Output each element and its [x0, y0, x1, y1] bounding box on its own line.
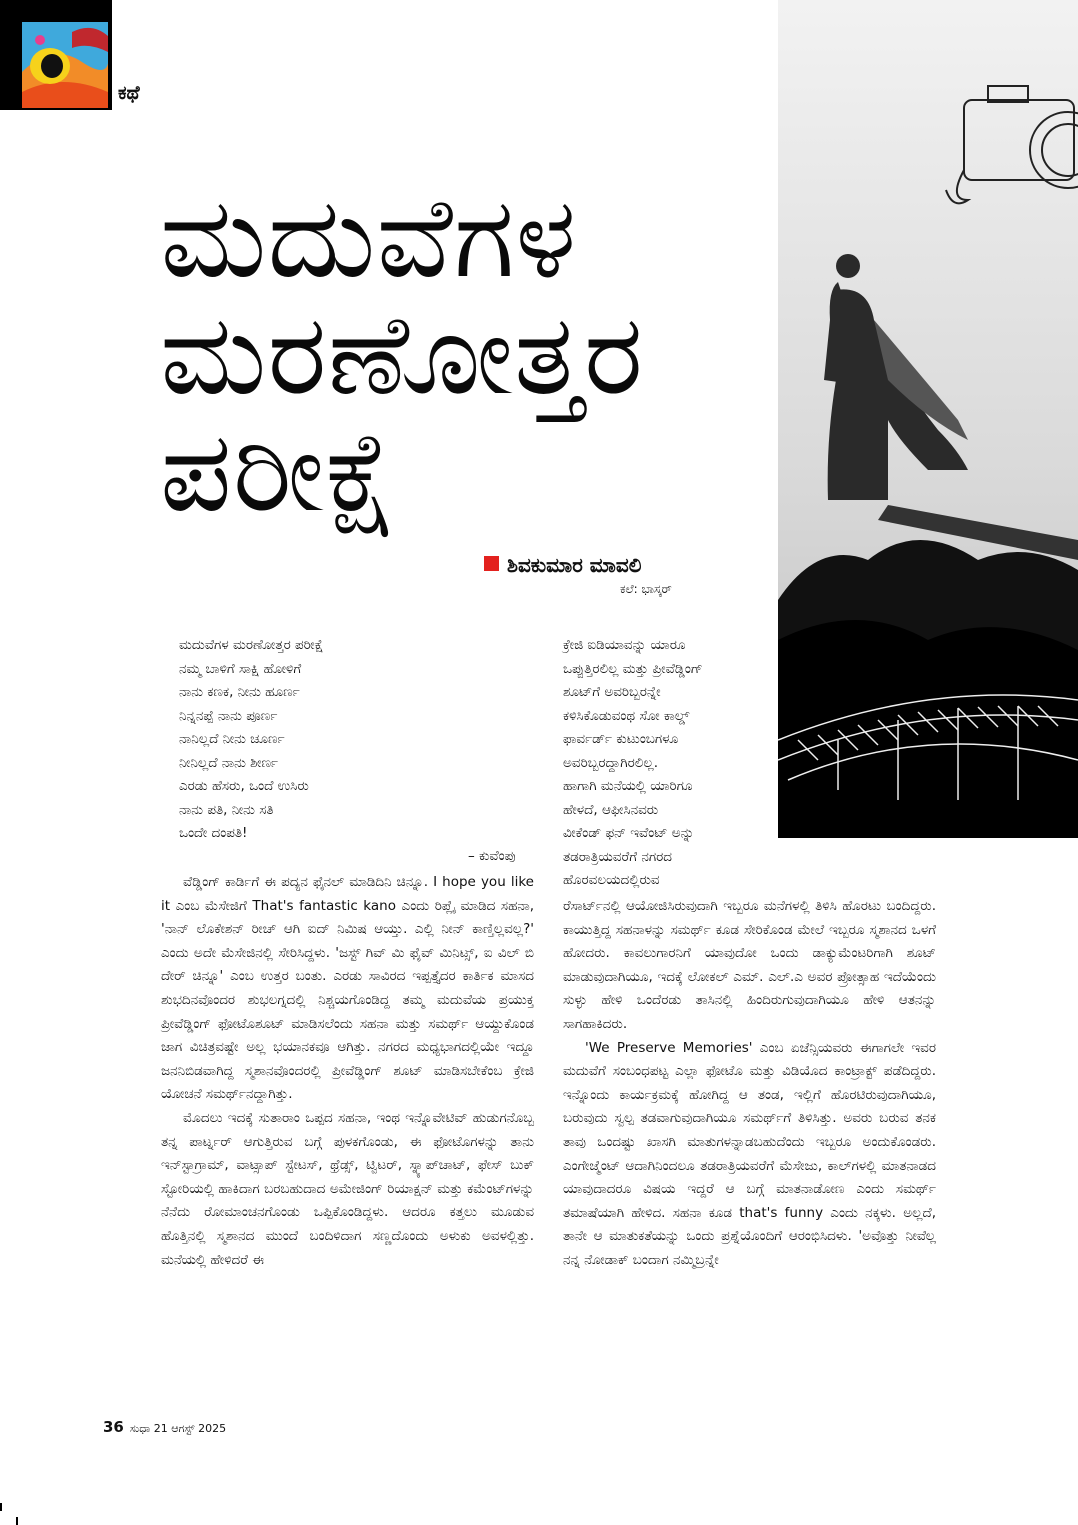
- poem-line: ನಾನು ಪತಿ, ನೀನು ಸತಿ: [179, 801, 274, 818]
- story-illustration: [778, 0, 1078, 838]
- section-logo: [0, 0, 112, 110]
- page-footer: [103, 1418, 226, 1436]
- column-1-body: [161, 871, 534, 1272]
- paragraph: ವೆಡ್ಡಿಂಗ್ ಕಾರ್ಡಿಗೆ ಈ ಪದ್ಯನ ಫೈನಲ್ ಮಾಡಿದಿನಿ ಚಿನ್ನೂ. I hope you like it ಎಂಬ ಮೆಸೇಜಿಗೆ That's fantastic kano ಎಂದು ರಿಪ್ಲೈ ಮಾಡಿದ ಸಹನಾ, 'ನಾನ್ ಲೊಕೇಶನ್ ರೀಚ್ ಆಗಿ ಐದ್ ನಿಮಿಷ ಆಯ್ತು. ಎಲ್ಲಿ ನೀನ್ ಕಾಣ್ತಿಲ್ಲವಲ್ಲ?' ಎಂದು ಅದೇ ಮೆಸೇಜಿನಲ್ಲಿ ಸೇರಿಸಿದ್ದಳು. 'ಜಸ್ಟ್ ಗಿವ್ ಮಿ ಫೈವ್ ಮಿನಿಟ್ಸ್, ಐ ವಿಲ್ ಬಿ ದೇರ್ ಚಿನ್ನೂ' ಎಂಬ ಉತ್ತರ ಬಂತು. ಎರಡು ಸಾವಿರದ ಇಪ್ಪತ್ತೈದರ ಕಾರ್ತಿಕ ಮಾಸದ ಶುಭದಿನವೊಂದರ ಶುಭಲಗ್ನದಲ್ಲಿ ನಿಶ್ಚಯಗೊಂಡಿದ್ದ ತಮ್ಮ ಮದುವೆಯ ಪ್ರಯುಕ್ತ ಪ್ರೀವೆಡ್ಡಿಂಗ್ ಫೋಟೊಶೂಟ್ ಮಾಡಿಸಲೆಂದು ಸಹನಾ ಮತ್ತು ಸಮರ್ಥ್ ಆಯ್ದುಕೊಂಡ ಜಾಗ ವಿಚಿತ್ರವಷ್ಟೇ ಅಲ್ಲ ಭಯಾನಕವೂ ಆಗಿತ್ತು. ನಗರದ ಮಧ್ಯಭಾಗದಲ್ಲಿಯೇ ಇದ್ದೂ ಜನನಿಬಿಡವಾಗಿದ್ದ ಸ್ಮಶಾನವೊಂದರಲ್ಲಿ ಪ್ರೀವೆಡ್ಡಿಂಗ್ ಶೂಟ್ ಮಾಡಿಸಬೇಕೆಂಬ ಕ್ರೇಜಿ ಯೋಚನೆ ಸಮರ್ಥ್‌ನದ್ದಾಗಿತ್ತು.: [161, 874, 534, 1103]
- paragraph: ರೆಸಾರ್ಟ್‌ನಲ್ಲಿ ಆಯೋಜಿಸಿರುವುದಾಗಿ ಇಬ್ಬರೂ ಮನೆಗಳಲ್ಲಿ ತಿಳಿಸಿ ಹೊರಟು ಬಂದಿದ್ದರು. ಕಾಯುತ್ತಿದ್ದ ಸಹನಾಳನ್ನು ಸಮರ್ಥ್ ಕೂಡ ಸೇರಿಕೊಂಡ ಮೇಲೆ ಇಬ್ಬರೂ ಸ್ಮಶಾನದ ಒಳಗೆ ಹೋದರು. ಕಾವಲುಗಾರನಿಗೆ ಯಾವುದೋ ಒಂದು ಡಾಕ್ಯುಮೆಂಟರಿಗಾಗಿ ಶೂಟ್ ಮಾಡುವುದಾಗಿಯೂ, ಇದಕ್ಕೆ ಲೋಕಲ್ ಎಮ್. ಎಲ್.ಎ ಅವರ ಪ್ರೋತ್ಸಾಹ ಇದೆಯೆಂದು ಸುಳ್ಳು ಹೇಳಿ ಒಂದೆರಡು ತಾಸಿನಲ್ಲಿ ಹಿಂದಿರುಗುವುದಾಗಿಯೂ ಹೇಳಿ ಆತನನ್ನು ಸಾಗಹಾಕಿದರು.: [563, 898, 936, 1032]
- paragraph: ಮೊದಲು ಇದಕ್ಕೆ ಸುತಾರಾಂ ಒಪ್ಪದ ಸಹನಾ, ಇಂಥ ಇನ್ನೊವೇಟಿವ್ ಹುಡುಗನೊಬ್ಬ ತನ್ನ ಪಾರ್ಟ್ನರ್ ಆಗುತ್ತಿರುವ ಬಗ್ಗೆ ಪುಳಕಗೊಂಡು, ಈ ಫೋಟೊಗಳನ್ನು ತಾನು ಇನ್‌ಸ್ಟಾಗ್ರಾಮ್, ವಾಟ್ಸಾಪ್ ಸ್ಟೇಟಸ್, ಥ್ರೆಡ್ಸ್, ಟ್ವಿಟರ್, ಸ್ನ್ಯಾಪ್‌ಚಾಟ್, ಫೇಸ್ ಬುಕ್ ಸ್ಟೋರಿಯಲ್ಲಿ ಹಾಕಿದಾಗ ಬರಬಹುದಾದ ಅಮೇಜಿಂಗ್ ರಿಯಾಕ್ಷನ್ ಮತ್ತು ಕಮೆಂಟ್‌ಗಳನ್ನು ನೆನೆದು ರೋಮಾಂಚನಗೊಂಡು ಒಪ್ಪಿಕೊಂಡಿದ್ದಳು. ಆದರೂ ಕತ್ತಲು ಮೂಡುವ ಹೊತ್ತಿನಲ್ಲಿ ಸ್ಮಶಾನದ ಮುಂದೆ ಬಂದಿಳಿದಾಗ ಸಣ್ಣದೊಂದು ಅಳುಕು ಅವಳಲ್ಲಿತ್ತು. ಮನೆಯಲ್ಲಿ ಹೇಳಿದರೆ ಈ: [161, 1109, 534, 1268]
- text-line: ತಡರಾತ್ರಿಯವರೆಗೆ ನಗರದ: [563, 848, 672, 865]
- author-name: ಶಿವಕುಮಾರ ಮಾವಲಿ: [507, 553, 642, 577]
- title-line: ಮರಣೋತ್ತರ: [160, 290, 645, 420]
- text-line: ಹೊರವಲಯದಲ್ಲಿರುವ: [563, 872, 660, 888]
- magazine-date: ಸುಧಾ 21 ಆಗಸ್ಟ್ 2025: [129, 1422, 227, 1435]
- article-title: [160, 173, 645, 537]
- paragraph: 'We Preserve Memories' ಎಂಬ ಏಜೆನ್ಸಿಯವರು ಈಗಾಗಲೇ ಇವರ ಮದುವೆಗೆ ಸಂಬಂಧಪಟ್ಟ ಎಲ್ಲಾ ಫೋಟೊ ಮತ್ತು ವಿಡಿಯೊದ ಕಾಂಟ್ರಾಕ್ಟ್ ಪಡೆದಿದ್ದರು. ಇನ್ನೊಂದು ಕಾರ್ಯಕ್ರಮಕ್ಕೆ ಹೋಗಿದ್ದ ಆ ತಂಡ, ಇಲ್ಲಿಗೆ ಹೊರಟಿರುವುದಾಗಿಯೂ, ಬರುವುದು ಸ್ವಲ್ಪ ತಡವಾಗುವುದಾಗಿಯೂ ಸಮರ್ಥ್‌ಗೆ ತಿಳಿಸಿತ್ತು. ಅವರು ಬರುವ ತನಕ ತಾವು ಒಂದಷ್ಟು ಖಾಸಗಿ ಮಾತುಗಳನ್ನಾಡಬಹುದೆಂದು ಇಬ್ಬರೂ ಅಂದುಕೊಂಡರು. ಎಂಗೇಜ್ಮೆಂಟ್ ಆದಾಗಿನಿಂದಲೂ ತಡರಾತ್ರಿಯವರೆಗೆ ಮೆಸೇಜು, ಕಾಲ್‌ಗಳಲ್ಲಿ ಮಾತನಾಡದ ಯಾವುದಾದರೂ ವಿಷಯ ಇದ್ದರೆ ಆ ಬಗ್ಗೆ ಮಾತನಾಡೋಣ ಎಂದು ಸಮರ್ಥ್ ತಮಾಷೆಯಾಗಿ ಹೇಳಿದ. ಸಹನಾ ಕೂಡ that's funny ಎಂದು ನಕ್ಕಳು. ಅಲ್ಲದೆ, ತಾನೇ ಆ ಮಾತುಕತೆಯನ್ನು ಒಂದು ಪ್ರಶ್ನೆಯೊಂದಿಗೆ ಆರಂಭಿಸಿದಳು. 'ಅವೊತ್ತು ನೀವೆಲ್ಲ ನನ್ನ ನೋಡಾಕ್ ಬಂದಾಗ ನಮ್ಮಿಬ್ರನ್ನೇ: [563, 1039, 936, 1268]
- poem-line: ನಾನಿಲ್ಲದೆ ನೀನು ಚೂರ್ಣ: [179, 731, 285, 747]
- poem-line: ನಾನು ಕಣಕ, ನೀನು ಹೂರ್ಣ: [179, 684, 300, 700]
- poem-author: – ಕುವೆಂಪು: [468, 848, 516, 864]
- illustration-credit: ಕಲೆ: ಭಾಸ್ಕರ್: [620, 582, 672, 596]
- text-line: ವೀಕೆಂಡ್ ಫನ್ ಇವೆಂಟ್ ಅನ್ನು: [563, 825, 695, 841]
- column-2-top: [563, 634, 703, 893]
- crop-mark: [16, 1517, 18, 1525]
- section-label: ಕಥೆ: [118, 82, 140, 104]
- byline-square-icon: [484, 556, 499, 571]
- text-line: ಒಪ್ಪುತ್ತಿರಲಿಲ್ಲ ಮತ್ತು ಪ್ರೀವೆಡ್ಡಿಂಗ್: [563, 660, 703, 677]
- poem-line: ನಿನ್ನನಪ್ಪೆ ನಾನು ಪೂರ್ಣ: [179, 707, 278, 724]
- text-line: ಫಾರ್ವರ್ಡ್ ಕುಟುಂಬಗಳೂ: [563, 731, 679, 747]
- text-line: ಅವರಿಬ್ಬರದ್ದಾಗಿರಲಿಲ್ಲ.: [563, 754, 658, 771]
- author-byline: [484, 553, 641, 577]
- column-2-body: [563, 895, 936, 1273]
- page-number: 36: [103, 1418, 124, 1436]
- crop-mark: [0, 1503, 2, 1511]
- poem-line: ನೀನಿಲ್ಲದೆ ನಾನು ಶೀರ್ಣ: [179, 754, 279, 771]
- poem-line: ಎರಡು ಹೆಸರು, ಒಂದೆ ಉಸಿರು: [179, 778, 309, 794]
- title-line: ಪರೀಕ್ಷೆ: [160, 407, 399, 537]
- poem-line: ನಮ್ಮ ಬಾಳಿಗೆ ಸಾಕ್ಷಿ ಹೋಳಿಗೆ: [179, 660, 302, 677]
- poem-line: ಮದುವೆಗಳ ಮರಣೋತ್ತರ ಪರೀಕ್ಷೆ: [179, 637, 324, 653]
- section-logo-icon: [22, 22, 108, 108]
- text-line: ಕ್ರೇಜಿ ಐಡಿಯಾವನ್ನು ಯಾರೂ: [563, 637, 686, 653]
- poem-line: ಒಂದೇ ದಂಪತಿ!: [179, 825, 248, 841]
- text-line: ಹೇಳದೆ, ಆಫೀಸಿನವರು: [563, 801, 659, 818]
- title-line: ಮದುವೆಗಳ: [160, 173, 578, 303]
- epigraph-poem: [179, 634, 323, 846]
- text-line: ಹಾಗಾಗಿ ಮನೆಯಲ್ಲಿ ಯಾರಿಗೂ: [563, 778, 693, 794]
- text-line: ಶೂಟ್‌ಗೆ ಅವರಿಬ್ಬರನ್ನೇ: [563, 684, 661, 700]
- text-line: ಕಳಿಸಿಕೊಡುವಂಥ ಸೋ ಕಾಲ್ಡ್: [563, 707, 690, 724]
